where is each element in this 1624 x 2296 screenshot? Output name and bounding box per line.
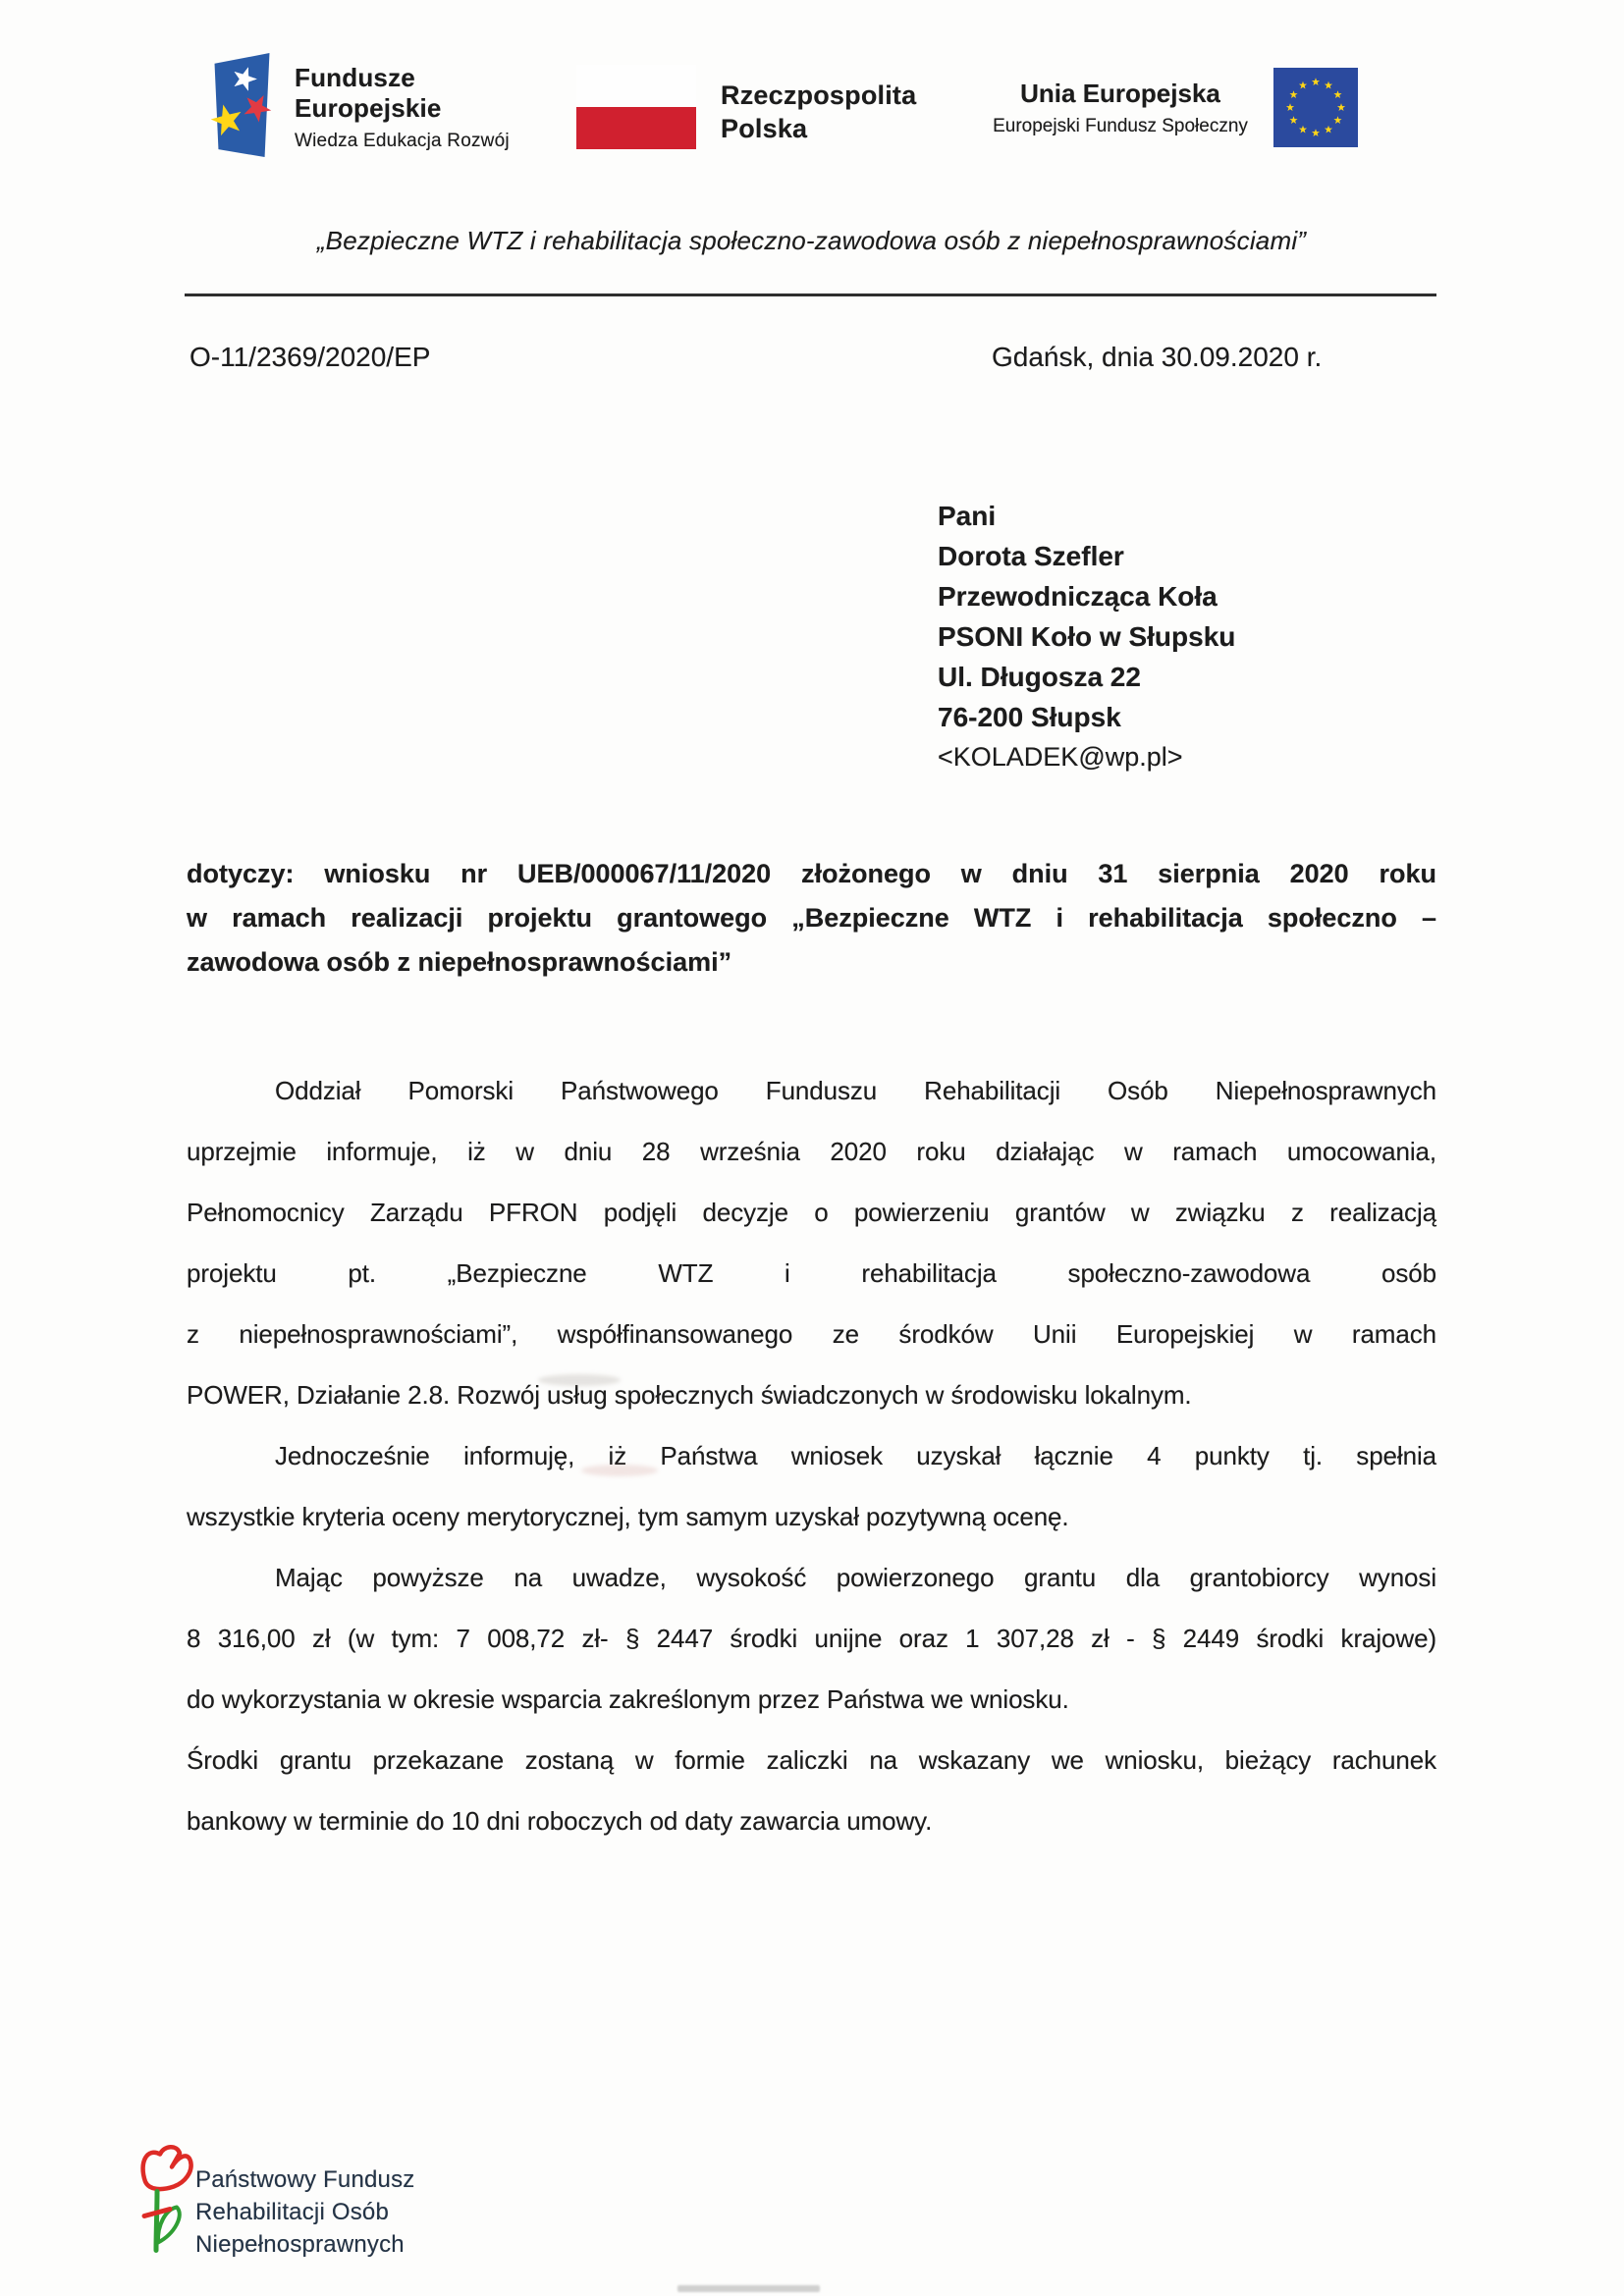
body-line: POWER, Działanie 2.8. Rozwój usług społecznych świadczonych w środowisku lokalnym. <box>187 1380 1192 1410</box>
scan-artifact <box>677 2285 820 2292</box>
ue-title: Unia Europejska <box>1020 79 1220 108</box>
letter-body <box>187 1060 1436 1851</box>
fe-title-line2: Europejskie <box>295 93 442 123</box>
recipient-line: Pani <box>938 501 997 531</box>
body-line: 8 316,00 zł (w tym: 7 008,72 zł- § 2447 środki unijne oraz 1 307,28 zł - § 2449 środki krajowe) <box>187 1624 1436 1653</box>
recipient-line: Przewodnicząca Koła <box>938 581 1218 612</box>
european-union-label <box>977 79 1264 137</box>
recipient-line: PSONI Koło w Słupsku <box>938 621 1236 652</box>
fe-subtitle: Wiedza Edukacja Rozwój <box>295 131 510 151</box>
pfron-text-line: Państwowy Fundusz <box>195 2166 415 2193</box>
rp-line1: Rzeczpospolita <box>721 80 917 110</box>
body-line: do wykorzystania w okresie wsparcia zakreślonym przez Państwa we wniosku. <box>187 1684 1069 1714</box>
pfron-tulip-icon <box>137 2142 192 2254</box>
body-line: Jednocześnie informuję, iż Państwa wniosek uzyskał łącznie 4 punkty tj. spełnia <box>275 1441 1436 1470</box>
rp-line2: Polska <box>721 114 808 143</box>
pfron-logo-text <box>195 2163 415 2261</box>
pfron-text-line: Niepełnosprawnych <box>195 2231 405 2258</box>
body-line: uprzejmie informuje, iż w dniu 28 września 2020 roku działając w ramach umocowania, <box>187 1137 1436 1166</box>
body-line: Oddział Pomorski Państwowego Funduszu Rehabilitacji Osób Niepełnosprawnych <box>275 1076 1436 1105</box>
recipient-email: <KOLADEK@wp.pl> <box>938 742 1183 772</box>
republic-of-poland-label <box>721 79 916 145</box>
ue-subtitle: Europejski Fundusz Społeczny <box>993 116 1248 136</box>
subject-block <box>187 852 1436 985</box>
project-title: „Bezpieczne WTZ i rehabilitacja społeczno-zawodowa osób z niepełnosprawnościami” <box>316 226 1307 255</box>
body-line: z niepełnosprawnościami”, współfinansowanego ze środków Unii Europejskiej w ramach <box>187 1319 1436 1349</box>
recipient-line: 76-200 Słupsk <box>938 702 1121 732</box>
eu-funds-logo-text <box>295 63 510 152</box>
body-line: Mając powyższe na uwadze, wysokość powierzonego grantu dla grantobiorcy wynosi <box>275 1563 1436 1592</box>
scan-artifact <box>581 1465 658 1476</box>
eu-funds-flag-icon <box>214 53 270 157</box>
poland-flag-red-stripe <box>576 107 696 149</box>
eu-flag-icon <box>1273 68 1358 147</box>
reference-number: O-11/2369/2020/EP <box>189 342 431 372</box>
recipient-block <box>938 496 1235 777</box>
body-line: wszystkie kryteria oceny merytorycznej, tym samym uzyskał pozytywną ocenę. <box>187 1502 1069 1531</box>
scan-artifact <box>538 1374 621 1386</box>
fe-title-line1: Fundusze <box>295 63 415 92</box>
poland-flag-white-stripe <box>576 65 696 107</box>
poland-flag-icon <box>576 65 696 149</box>
subject-line: dotyczy: wniosku nr UEB/000067/11/2020 złożonego w dniu 31 sierpnia 2020 roku <box>187 859 1436 888</box>
divider-line <box>185 294 1436 296</box>
subject-line: zawodowa osób z niepełnosprawnościami” <box>187 947 732 977</box>
body-line: Pełnomocnicy Zarządu PFRON podjęli decyzje o powierzeniu grantów w związku z realizacją <box>187 1198 1436 1227</box>
recipient-line: Dorota Szefler <box>938 541 1124 571</box>
body-line: bankowy w terminie do 10 dni roboczych od daty zawarcia umowy. <box>187 1806 933 1836</box>
pfron-text-line: Rehabilitacji Osób <box>195 2199 390 2225</box>
subject-line: w ramach realizacji projektu grantowego „Bezpieczne WTZ i rehabilitacja społeczno – <box>187 903 1436 933</box>
body-line: Środki grantu przekazane zostaną w formie zaliczki na wskazany we wniosku, bieżący rachunek <box>187 1745 1436 1775</box>
place-and-date: Gdańsk, dnia 30.09.2020 r. <box>992 342 1323 372</box>
recipient-line: Ul. Długosza 22 <box>938 662 1141 692</box>
body-line: projektu pt. „Bezpieczne WTZ i rehabilitacja społeczno-zawodowa osób <box>187 1258 1436 1288</box>
